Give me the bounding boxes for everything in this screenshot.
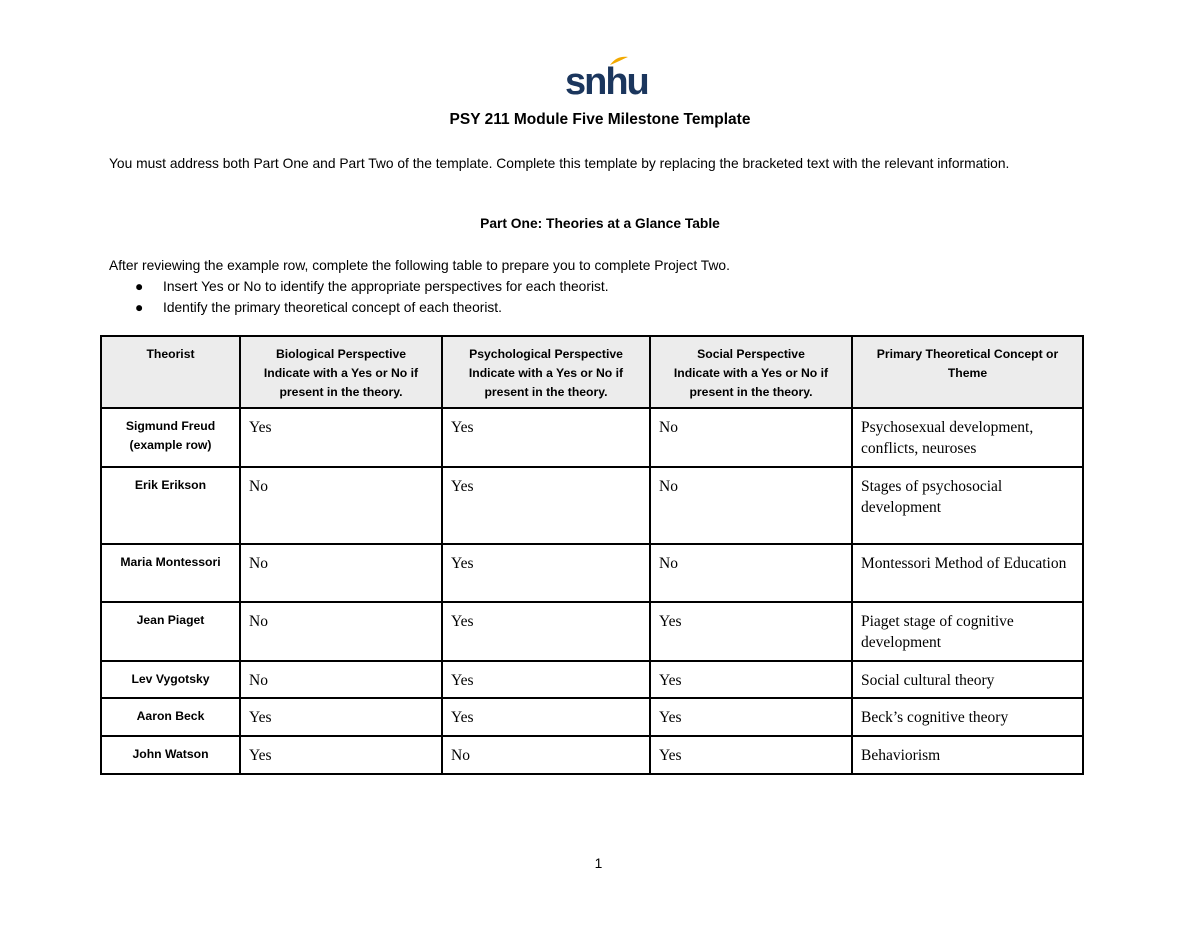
social-cell: No xyxy=(650,467,852,544)
theorist-cell: John Watson xyxy=(101,736,240,774)
table-row xyxy=(101,602,1083,661)
bullet-icon: ● xyxy=(135,279,144,294)
biological-cell: Yes xyxy=(240,736,442,774)
header-psychological: Psychological Perspective Indicate with a Yes or No if present in the theory. xyxy=(442,336,650,408)
theorist-cell: Sigmund Freud (example row) xyxy=(101,408,240,467)
concept-cell: Stages of psychosocial development xyxy=(852,467,1083,544)
theorist-cell: Aaron Beck xyxy=(101,698,240,736)
concept-cell: Piaget stage of cognitive development xyxy=(852,602,1083,661)
table-header-row xyxy=(101,336,1083,408)
theories-table xyxy=(100,335,1084,775)
table-row xyxy=(101,408,1083,467)
bullet-item xyxy=(109,297,1069,318)
table-row xyxy=(101,698,1083,736)
psychological-cell: No xyxy=(442,736,650,774)
biological-cell: Yes xyxy=(240,408,442,467)
psychological-cell: Yes xyxy=(442,408,650,467)
psychological-cell: Yes xyxy=(442,698,650,736)
bullet-item xyxy=(109,276,1069,297)
biological-cell: No xyxy=(240,544,442,602)
social-cell: Yes xyxy=(650,661,852,698)
biological-cell: Yes xyxy=(240,698,442,736)
concept-cell: Social cultural theory xyxy=(852,661,1083,698)
concept-cell: Psychosexual development, conflicts, neuroses xyxy=(852,408,1083,467)
page-number: 1 xyxy=(594,856,603,871)
header-biological: Biological Perspective Indicate with a Yes or No if present in the theory. xyxy=(240,336,442,408)
theorist-cell: Erik Erikson xyxy=(101,467,240,544)
theorist-cell: Lev Vygotsky xyxy=(101,661,240,698)
header-social: Social Perspective Indicate with a Yes or No if present in the theory. xyxy=(650,336,852,408)
biological-cell: No xyxy=(240,467,442,544)
biological-cell: No xyxy=(240,661,442,698)
psychological-cell: Yes xyxy=(442,467,650,544)
theorist-cell: Jean Piaget xyxy=(101,602,240,661)
psychological-cell: Yes xyxy=(442,544,650,602)
psychological-cell: Yes xyxy=(442,602,650,661)
table-row xyxy=(101,661,1083,698)
table-row xyxy=(101,736,1083,774)
header-concept: Primary Theoretical Concept or Theme xyxy=(852,336,1083,408)
bullet-text: Identify the primary theoretical concept of each theorist. xyxy=(163,300,502,315)
logo-text: snhu xyxy=(565,61,648,103)
bullet-text: Insert Yes or No to identify the appropriate perspectives for each theorist. xyxy=(163,279,609,294)
bullet-icon: ● xyxy=(135,300,144,315)
psychological-cell: Yes xyxy=(442,661,650,698)
social-cell: Yes xyxy=(650,698,852,736)
concept-cell: Beck’s cognitive theory xyxy=(852,698,1083,736)
theorist-cell: Maria Montessori xyxy=(101,544,240,602)
social-cell: No xyxy=(650,544,852,602)
part-one-heading: Part One: Theories at a Glance Table xyxy=(480,216,720,231)
intro-paragraph: You must address both Part One and Part Two of the template. Complete this template by replacing the bracketed text with the relevant information. xyxy=(109,156,1010,171)
bullet-list xyxy=(109,276,1069,318)
concept-cell: Behaviorism xyxy=(852,736,1083,774)
table-row xyxy=(101,467,1083,544)
header-theorist: Theorist xyxy=(101,336,240,408)
instructions-block xyxy=(109,255,1069,318)
social-cell: Yes xyxy=(650,602,852,661)
page-title: PSY 211 Module Five Milestone Template xyxy=(449,111,751,128)
social-cell: No xyxy=(650,408,852,467)
social-cell: Yes xyxy=(650,736,852,774)
biological-cell: No xyxy=(240,602,442,661)
table-row xyxy=(101,544,1083,602)
snhu-logo xyxy=(565,56,648,103)
instructions-text: After reviewing the example row, complete the following table to prepare you to complete Project Two. xyxy=(109,258,730,273)
concept-cell: Montessori Method of Education xyxy=(852,544,1083,602)
